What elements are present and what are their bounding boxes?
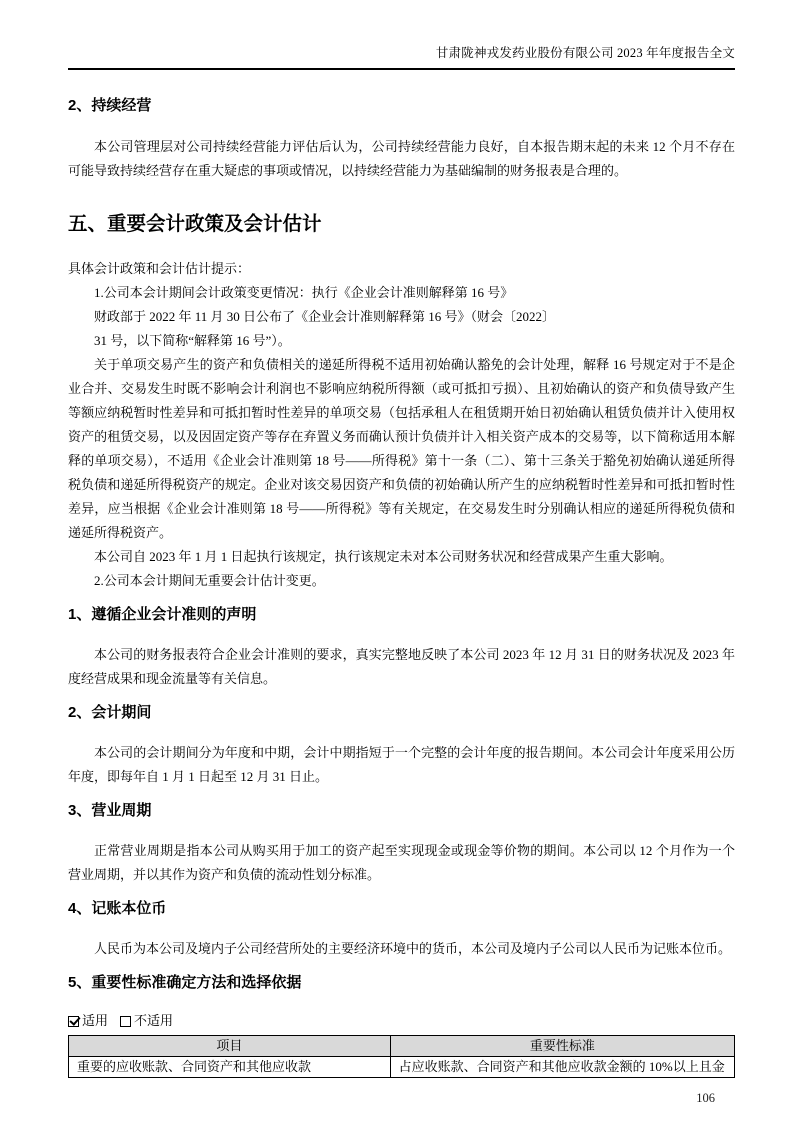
heading-accounting-period: 2、会计期间 [68, 704, 152, 721]
paragraph-execution-date: 本公司自 2023 年 1 月 1 日起执行该规定，执行该规定未对本公司财务状况和经营成果产生重大影响。 [94, 549, 673, 564]
header-rule [68, 68, 735, 70]
paragraph-deferred-tax: 关于单项交易产生的资产和负债相关的递延所得税不适用初始确认豁免的会计处理，解释 16 号规定对于不是企业合并、交易发生时既不影响会计利润也不影响应纳税所得额（或可抵扣亏损）、且初始确认的资产和负债导致产生等额应纳税暂时性差异和可抵扣暂时性差异的单项交易（包括承租人在租赁期开始日初始确认租赁负债并计入使用权资产的租赁交易，以及因固定资产等存在弃置义务而确认预计负债并计入相关资产成本的交易等，以下简称适用本解释的单项交易），不适用《企业会计准则第 18 号——所得税》第十一条（二）、第十三条关于豁免初始确认递延所得税负债和递延所得税资产的规定。企业对该交易因资产和负债的初始确认所产生的应纳税暂时性差异和可抵扣暂时性差异，应当根据《企业会计准则第 18 号——所得税》等有关规定，在交易发生时分别确认相应的递延所得税负债和递延所得税资产。 [68, 357, 735, 540]
heading-going-concern: 2、持续经营 [68, 97, 152, 114]
heading-compliance-statement: 1、遵循企业会计准则的声明 [68, 606, 257, 623]
table-header-row [69, 1036, 735, 1057]
heading-functional-currency: 4、记账本位币 [68, 900, 167, 917]
applicable-label: 适用 [82, 1013, 109, 1028]
paragraph-no-estimate-change: 2.公司本会计期间无重要会计估计变更。 [94, 573, 325, 588]
paragraph-accounting-period: 本公司的会计期间分为年度和中期，会计中期指短于一个完整的会计年度的报告期间。本公司会计年度采用公历年度，即每年自 1 月 1 日起至 12 月 31 日止。 [68, 745, 735, 784]
applicability-row [68, 1012, 735, 1030]
heading-accounting-policies: 五、重要会计政策及会计估计 [68, 213, 322, 235]
paragraph-mof-release-cont: 31 号，以下简称“解释第 16 号”）。 [94, 333, 291, 348]
table-header-item: 项目 [69, 1036, 391, 1057]
paragraph-policy-intro: 具体会计政策和会计估计提示： [68, 261, 251, 276]
paragraph-operating-cycle: 正常营业周期是指本公司从购买用于加工的资产起至实现现金或现金等价物的期间。本公司以 12 个月作为一个营业周期，并以其作为资产和负债的流动性划分标准。 [68, 843, 735, 882]
table-row [69, 1057, 735, 1078]
checkbox-checked-icon [68, 1016, 79, 1027]
paragraph-mof-release: 财政部于 2022 年 11 月 30 日公布了《企业会计准则解释第 16 号》（财会〔2022〕 [94, 309, 556, 324]
table-cell-item: 重要的应收账款、合同资产和其他应收款 [69, 1057, 391, 1078]
page-footer [68, 1091, 735, 1106]
table-header-criteria: 重要性标准 [390, 1036, 734, 1057]
report-title: 甘肃陇神戎发药业股份有限公司 2023 年年度报告全文 [435, 46, 735, 60]
checkbox-unchecked-icon [120, 1016, 131, 1027]
heading-operating-cycle: 3、营业周期 [68, 802, 152, 819]
paragraph-functional-currency: 人民币为本公司及境内子公司经营所处的主要经济环境中的货币，本公司及境内子公司以人民币为记账本位币。 [94, 941, 732, 956]
not-applicable-label: 不适用 [134, 1013, 174, 1028]
materiality-table [68, 1035, 735, 1078]
page-header [68, 46, 735, 61]
page-number: 106 [696, 1091, 715, 1105]
paragraph-compliance: 本公司的财务报表符合企业会计准则的要求，真实完整地反映了本公司 2023 年 12 月 31 日的财务状况及 2023 年度经营成果和现金流量等有关信息。 [68, 647, 735, 686]
table-cell-criteria: 占应收账款、合同资产和其他应收款金额的 10%以上且金 [390, 1057, 734, 1078]
heading-materiality-standard: 5、重要性标准确定方法和选择依据 [68, 974, 302, 991]
paragraph-going-concern: 本公司管理层对公司持续经营能力评估后认为，公司持续经营能力良好，自本报告期末起的未来 12 个月不存在可能导致持续经营存在重大疑虑的事项或情况，以持续经营能力为基础编制的财务报表是合理的。 [68, 139, 735, 178]
paragraph-policy-change: 1.公司本会计期间会计政策变更情况：执行《企业会计准则解释第 16 号》 [94, 285, 514, 300]
